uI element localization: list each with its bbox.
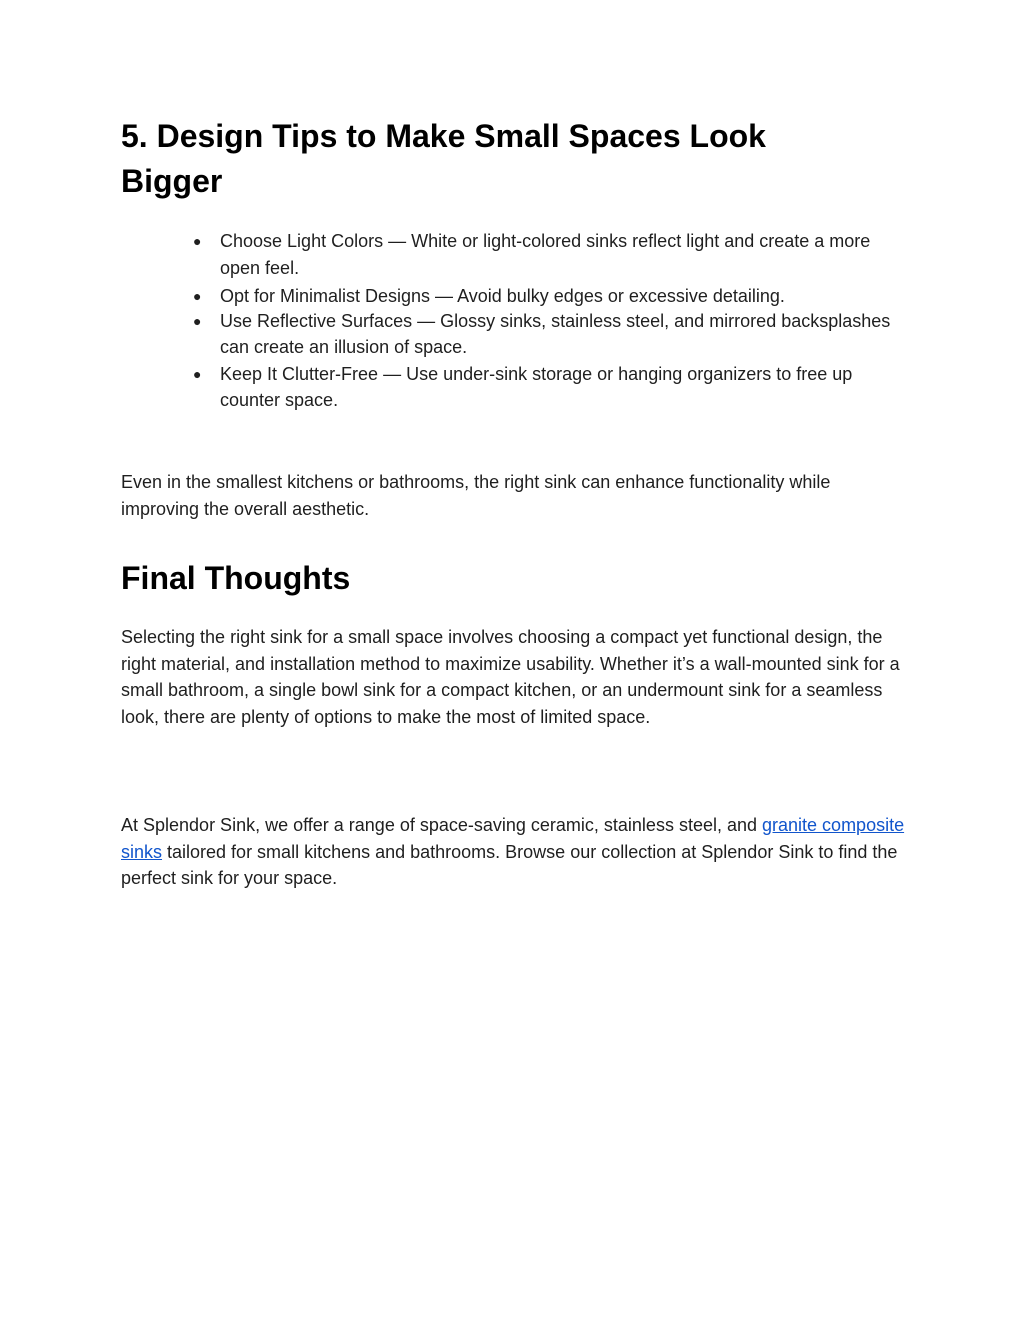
final-paragraph: Selecting the right sink for a small space involves choosing a compact yet functional design, the right material, and installation method to maximize usability. Whether it’s a wall-mounted sink for a small bathroom, a single bowl sink for a compact kitchen, or an undermount sink for a seamless look, there are plenty of options to make the most of limited space.: [121, 627, 900, 728]
tip-text: Keep It Clutter-Free — Use under-sink storage or hanging organizers to free up counter space.: [220, 363, 853, 410]
list-item: [121, 308, 911, 361]
bullet-icon: ●: [193, 233, 202, 249]
cta-text-after: tailored for small kitchens and bathrooms. Browse our collection at Splendor Sink to find the perfect sink for your space.: [121, 841, 898, 889]
summary-paragraph: Even in the smallest kitchens or bathrooms, the right sink can enhance functionality while improving the overall aesthetic.: [121, 472, 831, 519]
list-item: [121, 361, 911, 414]
list-item: [121, 228, 911, 281]
bullet-icon: ●: [193, 365, 202, 382]
list-item: [121, 283, 911, 310]
granite-composite-sinks-link[interactable]: granite composite sinks: [121, 815, 905, 862]
final-thoughts-heading: Final Thoughts: [121, 560, 351, 596]
tip-text: Use Reflective Surfaces — Glossy sinks, stainless steel, and mirrored backsplashes can create an illusion of space.: [220, 310, 891, 357]
tips-list: [121, 228, 911, 414]
section-heading: 5. Design Tips to Make Small Spaces Look Bigger: [121, 118, 766, 199]
tip-text: Opt for Minimalist Designs — Avoid bulky edges or excessive detailing.: [220, 286, 785, 306]
cta-paragraph: [121, 812, 911, 892]
tip-text: Choose Light Colors — White or light-colored sinks reflect light and create a more open feel.: [220, 231, 871, 278]
bullet-icon: ●: [193, 312, 202, 329]
cta-text-before: At Splendor Sink, we offer a range of space-saving ceramic, stainless steel, and: [121, 815, 763, 835]
bullet-icon: ●: [193, 288, 202, 304]
